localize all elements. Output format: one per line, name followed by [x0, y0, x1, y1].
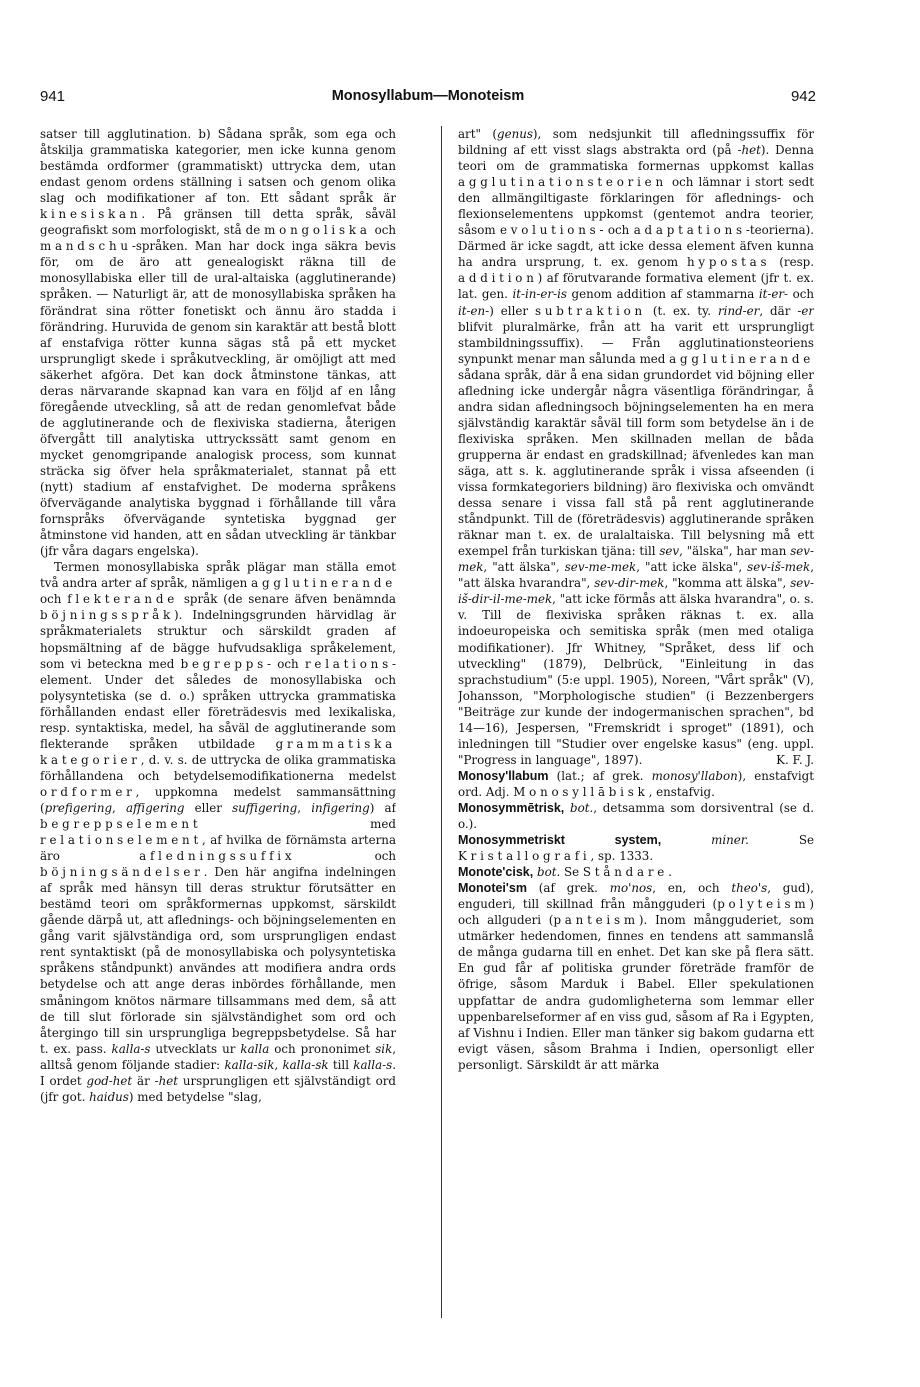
headword: Monosy'llabum: [458, 768, 549, 783]
entry-monosymmetrisk: Monosymmētrisk, bot., detsamma som dorsiventral (se d. o.).: [458, 800, 814, 832]
running-title: Monosyllabum—Monoteism: [331, 88, 525, 104]
headword: Monosymmetriskt system,: [458, 833, 662, 848]
page-header: [40, 88, 816, 110]
paragraph: Termen monosyllabiska språk plägar man ställa emot två andra arter af språk, nämligen agglutinerande och flekterande språk (de senare äfven benämnda böjningsspråk). Indelningsgrunden härvidlag är språkmaterialets struktur och särskildt graden af hopsmältning af de bägge hufvudsakliga språkelement, som vi beteckna med begrepps- och relations-element. Under det således de monosyllabiska och polysyntetiska (se d. o.) språken uttrycka grammatiska förhållanden endast eller företrädesvis med lexikaliska, resp. syntaktiska, medel, ha såväl de agglutinerande som flekterande språken utbildade grammatiska kategorier, d. v. s. de uttrycka de olika grammatiska förhållandena och betydelsemodifikationerna medelst ordformer, uppkomna medelst sammansättning (prefigering, affigering eller suffigering, infigering) af begreppselement med relationselement, af hvilka de förnämsta arterna äro afledningssuffix och böjningsändelser. Den här angifna indelningen af språk med hänsyn till deras struktur förutsätter en bestämd teori om språkformernas uppkomst, särskildt gående därpå ut, att aflednings- och böjningselementen en gång varit självständiga ord, som ursprungligen endast rent syntaktiskt (på de monosyllabiska och polysyntetiska språkens ståndpunkt) användes att modifiera andra ords betydelse och att ange deras inbördes förhållande, men småningom knötos närmare tillsammans med dem, så att de till slut förlorade sin självständighet som ord och återgingo till sin ursprungliga begreppsbetydelse. Så har t. ex. pass. kalla-s utvecklats ur kalla och prononimet sik, alltså genom följande stadier: kalla-sik, kalla-sk till kalla-s. I ordet god-het är -het ursprungligen ett självständigt ord (jfr got. haidus) med betydelse "slag,: [40, 560, 396, 1104]
author-signature: K. F. J.: [776, 752, 814, 767]
page-number-right: 942: [790, 88, 816, 105]
headword: Monosymmētrisk,: [458, 800, 565, 815]
entry-monosymmetriskt-system: Monosymmetriskt system, miner. Se Kristallografi, sp. 1333.: [458, 833, 814, 864]
left-column: [40, 126, 396, 1358]
right-column: [458, 126, 814, 1358]
headword: Monote'cisk,: [458, 865, 534, 880]
entry-monosyllabum: Monosy'llabum (lat.; af grek. monosy'llabon), enstafvigt ord. Adj. Monosyllābisk, enstafvig.: [458, 768, 814, 799]
entry-monotecisk: Monote'cisk, bot. Se Ståndare.: [458, 865, 672, 880]
headword: Monotei'sm: [458, 881, 527, 896]
column-divider: [441, 126, 442, 1318]
entry-monoteism: Monotei'sm (af grek. mo'nos, en, och theo's, gud), enguderi, till skillnad från mångguderi (polyteism) och allguderi (panteism). Inom mångguderiet, som utmärker hedendomen, finnes en tendens att sammanslå de många gudarna till en enhet. Det kan ske på flera sätt. En gud får af politiska grunder företräde framför de öfrige, såsom Marduk i Babel. Eller spekulationen uppfattar de andra gudomligheterna som lemmar eller uppenbarelseformer af en viss gud, såsom af Ra i Egypten, af Vishnu i Indien. Eller man tänker sig bakom gudarna ett evigt väsen, såsom Brahma i Indien, opersonligt eller personligt. Särskildt är att märka: [458, 881, 814, 1072]
paragraph: satser till agglutination. b) Sådana språk, som ega och åtskilja grammatiska kategorier, men icke kunna genom bestämda ordformer (grammatiskt) uttrycka dem, utan endast genom ordens ställning i satsen och genom olika slag och modifikationer af ton. Ett sådant språk är kinesiskan. På gränsen till detta språk, såväl geografiskt som morfologiskt, stå de mongoliska och mandschu-språken. Man har dock inga säkra bevis för, om de äro att genealogiskt räkna till de monosyllabiska eller till de ural-altaiska (agglutinerande) språken. — Naturligt är, att de monosyllabiska språken ha förändrat sina rötter fonetiskt och ännu äro stadda i förändring. Huruvida de genom sin karaktär att bestå blott af enstafviga rötter kunna sägas stå på ett mycket ursprungligt skede i språkutveckling, är omöjligt att med säkerhet afgöra. Det kan dock åtminstone tänkas, att deras närvarande skapnad kan vara en följd af en lång föregående utveckling, så att de redan genomlefvat både de agglutinerande och de flexiviska stadierna, återigen öfvergått till analytiska uttryckssätt samt genom en mycket genomgripande analogisk process, som kunnat sträcka sig öfver hela språkmaterialet, stannat på ett (nytt) stadium af enstafvighet. De moderna språkens öfvervägande analytiska byggnad i förhållande till våra fornspråks öfvervägande syntetiska byggnad ger åtminstone vid handen, att en sådan utveckling är tänkbar (jfr våra dagars engelska).: [40, 127, 396, 559]
page-number-left: 941: [40, 88, 66, 105]
paragraph: art" (genus), som nedsjunkit till afledningssuffix för bildning af ett visst slags abstrakta ord (på -het). Denna teori om de grammatiska formernas uppkomst kallas agglutinationsteorien och lämnar i stort sedt den allmängiltigaste förklaringen för aflednings- och flexionselementens uppkomst (gentemot andra teorier, såsom evolutions- och adaptations-teorierna). Därmed är icke sagdt, att icke dessa element äfven kunna ha andra ursprung, t. ex. genom hypostas (resp. addition) af förutvarande formativa element (jfr t. ex. lat. gen. it-in-er-is genom addition af stammarna it-er- och it-en-) eller subtraktion (t. ex. ty. rind-er, där -er blifvit pluralmärke, från att ha varit ett ursprungligt stambildningssuffix). — Från agglutinationsteoriens synpunkt menar man sålunda med agglutinerande sådana språk, där å ena sidan grundordet vid böjning eller afledning icke undergår några väsentliga förändringar, å andra sidan afledningsoch böjningselementen ha en mera självständig karaktär såväl till form som betydelse än i de flexiviska språken. Men skillnaden mellan de båda grupperna är endast en gradskillnad; äfvenledes kan man säga, att s. k. agglutinerande språk i vissa afseenden (i vissa formkategoriers bildning) äro flexiviska och omvändt dessa senare i vissa fall stå på rent agglutinerande ståndpunkt. Till de (företrädesvis) agglutinerande språken räknar man t. ex. de uralaltaiska. Till belysning må ett exempel från turkiskan tjäna: till sev, "älska", har man sev-mek, "att älska", sev-me-mek, "att icke älska", sev-iš-mek, "att älska hvarandra", sev-dir-mek, "komma att älska", sev-iš-dir-il-me-mek, "att icke förmås att älska hvarandra", o. s. v. Till de flexiviska språken räknas t. ex. alla indoeuropeiska och semitiska språk (men med otaliga modifikationer). Jfr Whitney, "Språket, dess lif och utveckling" (1879), Delbrück, "Einleitung in das sprachstudium" (5:e uppl. 1905), Noreen, "Vårt språk" (V), Johansson, "Morphologische studien" (i Bezzenbergers "Beiträge zur kunde der indogermanischen sprachen", bd 14—16), Jespersen, "Fremskridt i sproget" (1891), och inledningen till "Studier over engelske kasus" (eng. uppl. "Progress in language", 1897). K. F. J.: [458, 127, 814, 767]
